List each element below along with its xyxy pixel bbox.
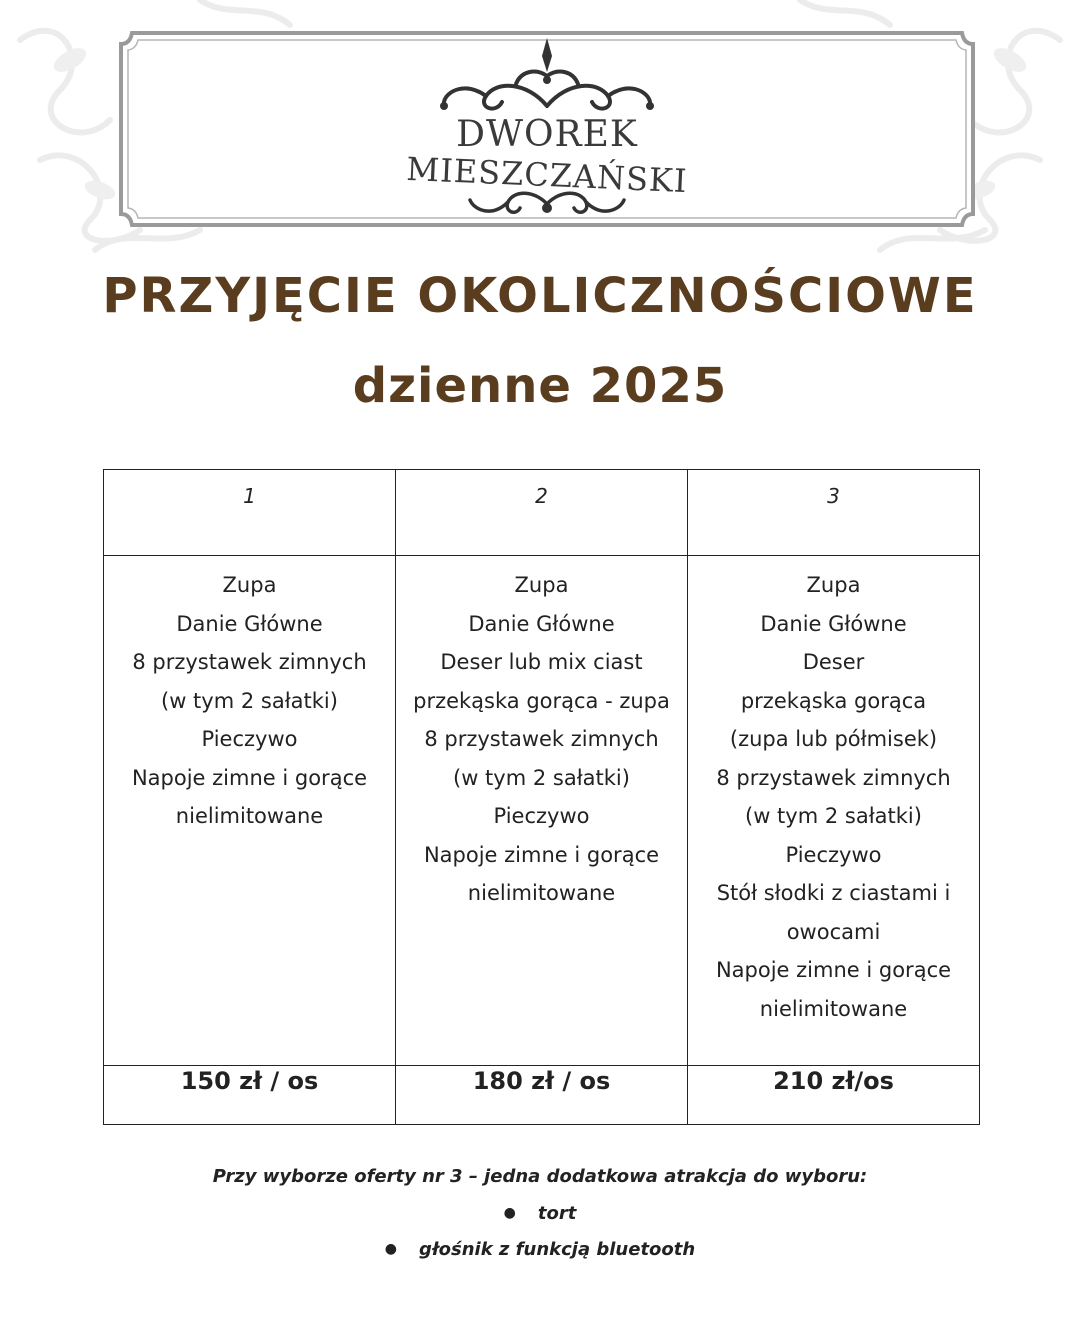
menu-item: (zupa lub półmisek)	[729, 727, 938, 751]
menu-item: Zupa	[222, 573, 277, 597]
menu-item: Stół słodki z ciastami i	[716, 881, 951, 905]
menu-item: Napoje zimne i gorące	[131, 765, 368, 790]
logo-ornament-bottom	[464, 188, 630, 222]
menu-item: Deser lub mix ciast	[440, 650, 643, 674]
logo-name-line1: DWOREK	[456, 114, 638, 155]
menu-item: nielimitowane	[175, 804, 324, 828]
offer-price-2: 180 zł / os	[396, 1066, 688, 1125]
offer-number-1: 1	[104, 470, 396, 556]
offer-price-row	[104, 1066, 980, 1125]
menu-item: 8 przystawek zimnych	[424, 727, 659, 751]
menu-item: 8 przystawek zimnych	[716, 765, 951, 790]
offer-note: Przy wyborze oferty nr 3 – jedna dodatkowa atrakcja do wyboru:	[212, 1166, 868, 1187]
menu-item: nielimitowane	[759, 996, 908, 1021]
offers-table	[103, 469, 980, 1125]
offer-number-row	[104, 470, 980, 556]
page-title: PRZYJĘCIE OKOLICZNOŚCIOWE	[102, 268, 978, 324]
menu-item: (w tym 2 sałatki)	[453, 765, 630, 790]
logo-name-line2: MIESZCZAŃSKI	[405, 149, 689, 201]
menu-item: Napoje zimne i gorące	[423, 842, 660, 867]
list-item	[0, 1200, 1080, 1236]
list-item	[0, 1236, 1080, 1272]
option-label: tort	[537, 1203, 577, 1224]
offer-items-row	[104, 556, 980, 1066]
menu-item: Danie Główne	[468, 611, 615, 636]
logo-ornament-top	[436, 36, 658, 116]
menu-item: (w tym 2 sałatki)	[745, 804, 922, 828]
offer-price-1: 150 zł / os	[104, 1066, 396, 1125]
offer-items-3	[688, 556, 980, 1066]
menu-item: nielimitowane	[467, 881, 616, 905]
offer-number-3: 3	[688, 470, 980, 556]
menu-item: Zupa	[806, 573, 861, 597]
menu-item: (w tym 2 sałatki)	[161, 688, 338, 713]
menu-item: Pieczywo	[201, 727, 298, 751]
menu-item: 8 przystawek zimnych	[132, 650, 367, 674]
attraction-options-list	[0, 1200, 1080, 1272]
logo-banner	[118, 30, 976, 228]
menu-item: Zupa	[514, 573, 569, 597]
menu-item: przekąska gorąca	[740, 688, 927, 713]
menu-item: Danie Główne	[176, 611, 323, 636]
offer-number-2: 2	[396, 470, 688, 556]
menu-item: przekąska gorąca - zupa	[413, 688, 670, 713]
offer-price-3: 210 zł/os	[688, 1066, 980, 1125]
menu-item: Deser	[802, 650, 865, 674]
menu-item: Pieczywo	[785, 842, 882, 867]
offer-items-1	[104, 556, 396, 1066]
option-label: głośnik z funkcją bluetooth	[419, 1239, 696, 1260]
offer-items-2	[396, 556, 688, 1066]
menu-item: owocami	[786, 919, 881, 944]
menu-item: Napoje zimne i gorące	[715, 958, 952, 982]
menu-item: Pieczywo	[493, 804, 590, 828]
page-subtitle: dzienne 2025	[352, 358, 728, 414]
menu-item: Danie Główne	[760, 611, 907, 636]
bullet-icon: ●	[503, 1205, 516, 1221]
bullet-icon: ●	[384, 1241, 397, 1257]
